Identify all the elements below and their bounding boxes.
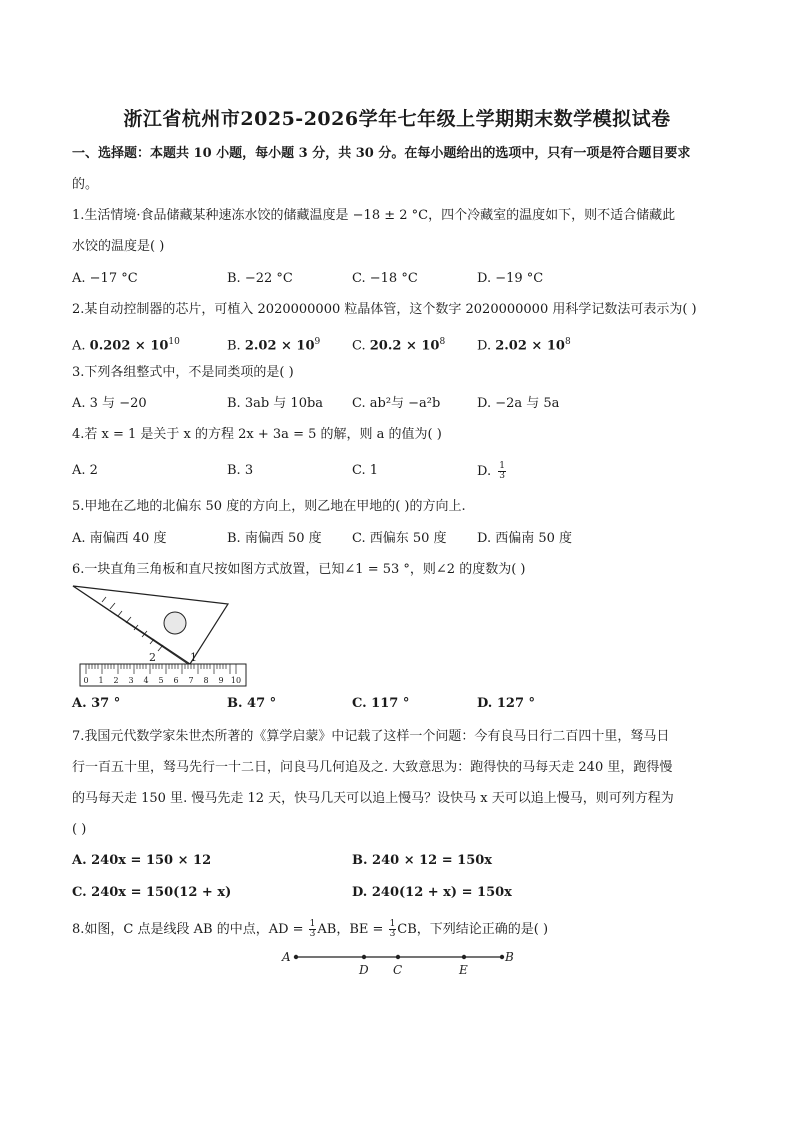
ruler-num-8: 8 — [203, 676, 209, 685]
q8-fraction-2-num: 1 — [389, 919, 396, 929]
point-a — [294, 955, 298, 959]
section-instructions: 一、选择题：本题共 10 小题，每小题 3 分，共 30 分。在每小题给出的选项中，只有一项是符合题目要求 — [72, 146, 691, 161]
q8-fraction-2 — [389, 920, 397, 939]
q2-option-a-base: 0.202 × 10 — [89, 338, 169, 354]
q4-option-b[interactable]: B. 3 — [227, 463, 254, 478]
q8-stem-part-b: AB，BE = — [317, 922, 384, 937]
point-c — [396, 955, 400, 959]
q2-option-c-label: C. — [352, 338, 366, 354]
angle-2-label: 2 — [149, 651, 156, 664]
q1-stem-cont: 水饺的温度是( ) — [72, 239, 165, 254]
set-square-hole — [164, 612, 186, 634]
ruler-num-9: 9 — [218, 676, 224, 685]
q2-option-d-exp: 8 — [564, 337, 571, 347]
q7-stem-cont-1: 行一百五十里，驽马先行一十二日，问良马几何追及之. 大致意思为：跑得快的马每天走 240 里，跑得慢 — [72, 760, 673, 775]
q4-stem: 4.若 x = 1 是关于 x 的方程 2x + 3a = 5 的解，则 a 的值为( ) — [72, 427, 442, 442]
point-d — [362, 955, 366, 959]
q5-stem: 5.甲地在乙地的北偏东 50 度的方向上，则乙地在甲地的( )的方向上. — [72, 499, 466, 514]
ruler-num-2: 2 — [113, 676, 119, 685]
q2-option-b[interactable] — [227, 333, 320, 355]
q8-fraction-2-den: 3 — [389, 929, 396, 939]
q8-fraction-1-den: 3 — [309, 929, 316, 939]
q2-option-a-exp: 10 — [168, 337, 180, 347]
point-b — [500, 955, 504, 959]
ruler-num-6: 6 — [173, 676, 179, 685]
q4-fraction-num: 1 — [499, 461, 505, 471]
q2-option-a-label: A. — [72, 338, 86, 354]
q8-stem-part-c: CB，下列结论正确的是( ) — [397, 922, 549, 937]
q7-stem-cont-3: ( ) — [72, 822, 87, 837]
ruler-num-10: 10 — [230, 676, 242, 685]
q5-option-d[interactable]: D. 西偏南 50 度 — [477, 531, 573, 546]
q2-stem: 2.某自动控制器的芯片，可植入 2020000000 粒晶体管，这个数字 2020000000 用科学记数法可表示为( ) — [72, 302, 697, 317]
section-instructions-cont: 的。 — [72, 177, 99, 192]
q1-option-a[interactable]: A. −17 °C — [72, 271, 138, 286]
point-b-label: B — [505, 950, 514, 964]
q6-stem: 6.一块直角三角板和直尺按如图方式放置，已知∠1 = 53 °，则∠2 的度数为( ) — [72, 562, 526, 577]
ruler-num-3: 3 — [128, 676, 134, 685]
q7-stem-cont-2: 的马每天走 150 里. 慢马先走 12 天，快马几天可以追上慢马？设快马 x 天可以追上慢马，则可列方程为 — [72, 791, 674, 806]
q4-fraction-den: 3 — [499, 471, 505, 481]
q6-option-a[interactable]: A. 37 ° — [72, 696, 121, 711]
q3-option-d[interactable]: D. −2a 与 5a — [477, 396, 560, 411]
point-a-label: A — [282, 950, 291, 964]
q4-options — [72, 462, 732, 480]
q1-options — [72, 270, 732, 288]
q6-figure — [70, 582, 252, 690]
q7-stem: 7.我国元代数学家朱世杰所著的《算学启蒙》中记载了这样一个问题：今有良马日行二百四十里，驽马日 — [72, 729, 670, 744]
set-square-scale — [102, 597, 163, 651]
ruler-num-7: 7 — [188, 676, 194, 685]
q3-option-b[interactable]: B. 3ab 与 10ba — [227, 396, 324, 411]
q4-option-d-label: D. — [477, 464, 492, 479]
q3-option-c[interactable]: C. ab²与 −a²b — [352, 396, 441, 411]
q6-option-b[interactable]: B. 47 ° — [227, 696, 277, 711]
q2-option-b-exp: 9 — [314, 337, 321, 347]
q5-option-b[interactable]: B. 南偏西 50 度 — [227, 531, 322, 546]
q5-options — [72, 530, 732, 548]
q8-figure — [278, 946, 518, 982]
q2-option-c-base: 20.2 × 10 — [369, 338, 440, 354]
q1-stem: 1.生活情境·食品储藏某种速冻水饺的储藏温度是 −18 ± 2 °C，四个冷藏室的温度如下，则不适合储藏此 — [72, 208, 676, 223]
q8-fraction-1 — [309, 920, 317, 939]
point-d-label: D — [359, 963, 369, 977]
point-e — [462, 955, 466, 959]
q2-option-b-base: 2.02 × 10 — [244, 338, 315, 354]
q7-options-row2 — [72, 884, 732, 902]
q1-option-d[interactable]: D. −19 °C — [477, 271, 544, 286]
q2-options — [72, 333, 732, 354]
q2-option-c-exp: 8 — [439, 337, 446, 347]
q2-option-d-base: 2.02 × 10 — [495, 338, 565, 354]
q2-option-b-label: B. — [227, 338, 241, 354]
q7-option-c[interactable]: C. 240x = 150(12 + x) — [72, 885, 232, 900]
q3-option-a[interactable]: A. 3 与 −20 — [72, 396, 147, 411]
ruler-num-1: 1 — [98, 676, 104, 685]
q1-option-c[interactable]: C. −18 °C — [352, 271, 418, 286]
point-c-label: C — [393, 963, 403, 977]
q8-stem — [72, 920, 548, 939]
q2-option-a[interactable] — [72, 333, 180, 355]
angle-1-label: 1 — [190, 651, 197, 664]
q8-fraction-1-num: 1 — [309, 919, 316, 929]
q6-option-c[interactable]: C. 117 ° — [352, 696, 410, 711]
q5-option-a[interactable]: A. 南偏西 40 度 — [72, 531, 167, 546]
q7-options-row1 — [72, 852, 732, 870]
q7-option-a[interactable]: A. 240x = 150 × 12 — [72, 853, 212, 868]
q2-option-c[interactable] — [352, 333, 445, 355]
q2-option-d[interactable] — [477, 333, 571, 355]
q4-option-c[interactable]: C. 1 — [352, 463, 379, 478]
point-e-label: E — [459, 963, 468, 977]
q4-option-d-fraction — [498, 462, 506, 481]
q7-option-d[interactable]: D. 240(12 + x) = 150x — [352, 885, 512, 900]
ruler-num-4: 4 — [143, 676, 149, 685]
q7-option-b[interactable]: B. 240 × 12 = 150x — [352, 853, 493, 868]
q5-option-c[interactable]: C. 西偏东 50 度 — [352, 531, 447, 546]
q8-stem-part-a: 8.如图，C 点是线段 AB 的中点，AD = — [72, 922, 304, 937]
q3-stem: 3.下列各组整式中，不是同类项的是( ) — [72, 365, 294, 380]
q4-option-d[interactable] — [477, 462, 506, 481]
q6-option-d[interactable]: D. 127 ° — [477, 696, 536, 711]
ruler-num-5: 5 — [158, 676, 164, 685]
q4-option-a[interactable]: A. 2 — [72, 463, 98, 478]
exam-title: 浙江省杭州市2025-2026学年七年级上学期期末数学模拟试卷 — [123, 108, 671, 130]
q6-options — [72, 695, 732, 713]
q1-option-b[interactable]: B. −22 °C — [227, 271, 293, 286]
q3-options — [72, 395, 732, 413]
q2-option-d-label: D. — [477, 338, 492, 354]
ruler-num-0: 0 — [83, 676, 89, 685]
